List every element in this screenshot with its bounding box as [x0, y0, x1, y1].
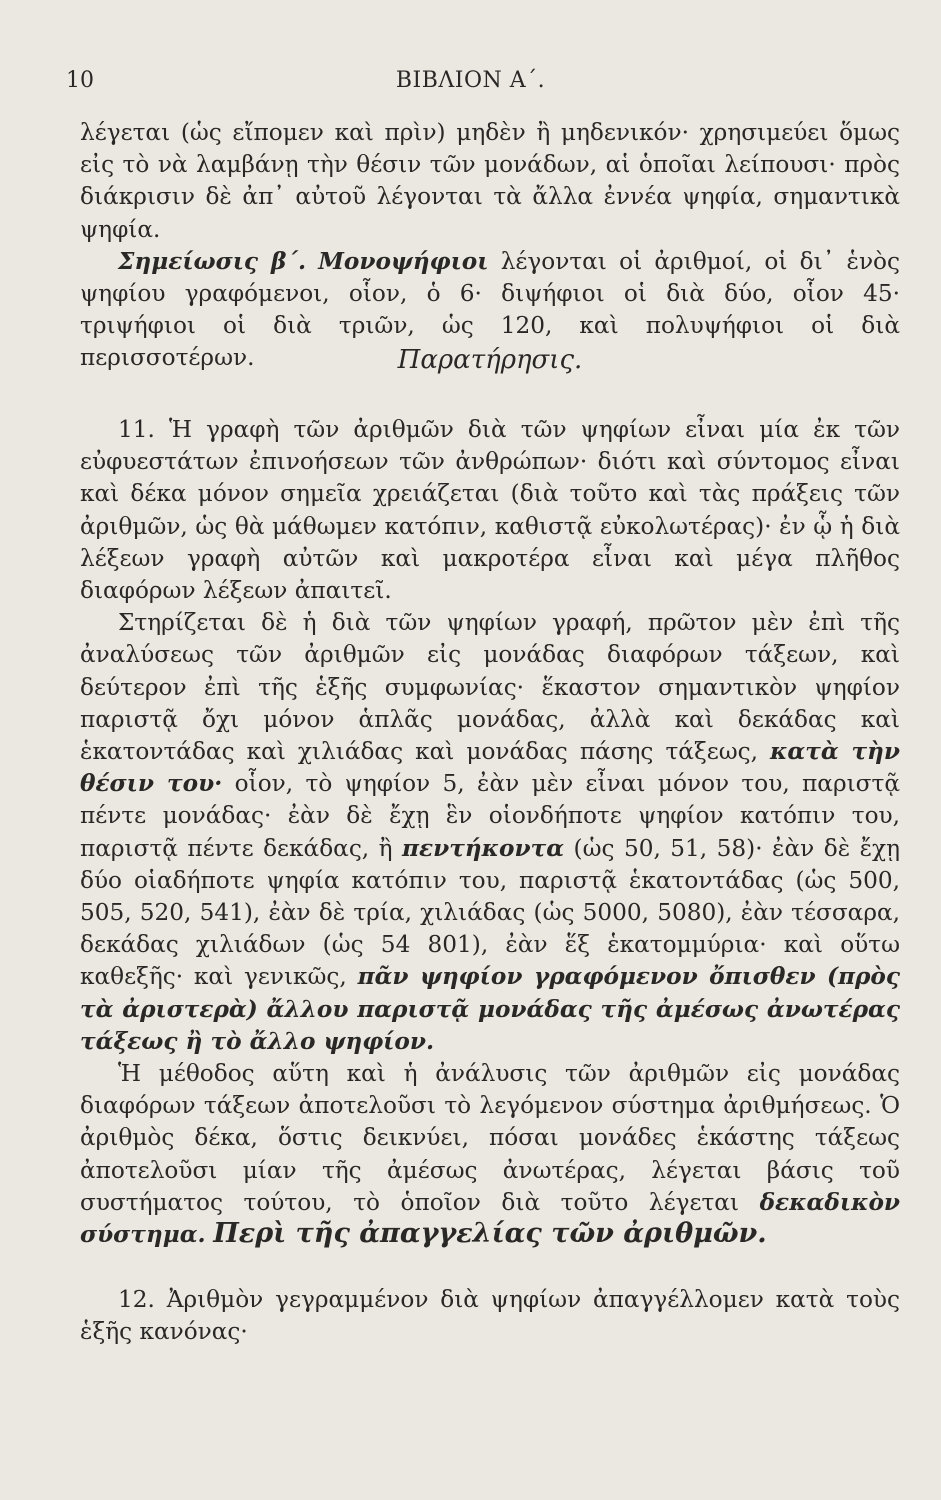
text-segment: Στηρίζεται δὲ ἡ διὰ τῶν ψηφίων γραφή, πρῶτον μὲν ἐπὶ τῆς ἀναλύσεως τῶν ἀριθμῶν εἰς μονάδας διαφόρων τάξεων, καὶ δεύτερον ἐπὶ τῆς ἑξῆς συμφωνίας· ἕκαστον σημαντικὸν ψηφίον παριστᾷ ὄχι μόνον ἁπλᾶς μονάδας, ἀλλὰ καὶ δεκάδας καὶ ἑκατοντάδας καὶ χιλιάδας καὶ μονάδας πάσης τάξεως,	[80, 609, 900, 766]
text-segment: (ὡς 50, 51, 58)· ἐὰν δὲ ἔχῃ δύο οἱαδήποτε ψηφία κατόπιν του, παριστᾷ ἑκατοντάδας (ὡς 500, 505, 520, 541), ἐὰν δὲ τρία, χιλιάδας (ὡς 5000, 5080), ἐὰν τέσσαρα, δεκάδας χιλιάδων (ὡς 54 801), ἐὰν ἕξ ἑκατομμύρια· καὶ οὕτω καθεξῆς· καὶ γενικῶς,	[80, 834, 901, 991]
section-heading-reading-numbers: Περὶ τῆς ἀπαγγελίας τῶν ἀριθμῶν.	[213, 1218, 767, 1249]
paragraph-positional-value	[80, 607, 900, 1058]
note-text: λέγονται οἱ ἀριθμοί, οἱ δι᾽ ἑνὸς ψηφίου γραφόμενοι, οἷον, ὁ 6· διψήφιοι οἱ διὰ δύο, οἷον 45· τριψήφιοι οἱ διὰ τριῶν, ὡς 120, καὶ πολυψήφιοι οἱ διὰ περισσοτέρων.	[80, 247, 900, 372]
text-segment: οἷον, τὸ ψηφίον 5, ἐὰν μὲν εἶναι μόνον του, παριστᾷ πέντε μονάδας· ἐὰν δὲ ἔχῃ ἓν οἱονδήποτε ψηφίον κατόπιν του, παριστᾷ πέντε δεκάδας, ἢ	[80, 770, 900, 862]
reading-text-block	[80, 1284, 900, 1348]
page-header	[58, 62, 883, 102]
emphasis-fifty: πεντήκοντα	[402, 834, 565, 862]
paragraph-12: 12. Ἀριθμὸν γεγραμμένον διὰ ψηφίων ἀπαγγέλλομεν κατὰ τοὺς ἑξῆς κανόνας·	[80, 1286, 900, 1346]
opening-text-block	[80, 117, 900, 375]
paragraph-11: 11. Ἡ γραφὴ τῶν ἀριθμῶν διὰ τῶν ψηφίων εἶναι μία ἐκ τῶν εὐφυεστάτων ἐπινοήσεων τῶν ἀνθρώπων· διότι καὶ σύντομος εἶναι καὶ δέκα μόνον σημεῖα χρειάζεται (διὰ τοῦτο καὶ τὰς πράξεις τῶν ἀριθμῶν, ὡς θὰ μάθωμεν κατόπιν, καθιστᾷ εὐκολωτέρας)· ἐν ᾧ ἡ διὰ λέξεων γραφὴ αὐτῶν καὶ μακροτέρα εἶναι καὶ μέγα πλῆθος διαφόρων λέξεων ἀπαιτεῖ.	[80, 416, 900, 605]
note-label: Σημείωσις β΄.	[118, 247, 307, 275]
emphasis-by-position: κατὰ τὴν θέσιν του·	[80, 738, 901, 798]
term-monopsifioi: Μονοψήφιοι	[318, 247, 489, 275]
paragraph-digits-definition: λέγεται (ὡς εἴπομεν καὶ πρὶν) μηδὲν ἢ μηδενικόν· χρησιμεύει ὅμως εἰς τὸ νὰ λαμβάνῃ τὴν θέσιν τῶν μονάδων, αἱ ὁποῖαι λείπουσι· πρὸς διάκρισιν δὲ ἀπ᾽ αὐτοῦ λέγονται τὰ ἄλλα ἐννέα ψηφία, σημαντικὰ ψηφία.	[80, 119, 900, 243]
page-number: 10	[66, 68, 94, 93]
text-segment: Ἡ μέθοδος αὕτη καὶ ἡ ἀνάλυσις τῶν ἀριθμῶν εἰς μονάδας διαφόρων τάξεων ἀποτελοῦσι τὸ λεγόμενον σύστημα ἀριθμήσεως. Ὁ ἀριθμὸς δέκα, ὅστις δεικνύει, πόσαι μονάδες ἑκάστης τάξεως ἀποτελοῦσι μίαν τῆς ἀμέσως ἀνωτέρας, λέγεται βάσις τοῦ συστήματος τούτου, τὸ ὁποῖον διὰ τοῦτο λέγεται	[80, 1060, 900, 1216]
emphasis-rule: πᾶν ψηφίον γραφόμενον ὄπισθεν (πρὸς τὰ ἀριστερὰ) ἄλλου παριστᾷ μονάδας τῆς ἀμέσως ἀνωτέρας τάξεως ἢ τὸ ἄλλο ψηφίον.	[80, 963, 900, 1055]
section-heading-observation: Παρατήρησις.	[397, 345, 583, 375]
running-title: ΒΙΒΛΙΟΝ Α΄.	[395, 68, 546, 93]
observation-text-block	[80, 414, 900, 1251]
emphasis-decimal-system: δεκαδικὸν σύστημα.	[80, 1188, 900, 1249]
